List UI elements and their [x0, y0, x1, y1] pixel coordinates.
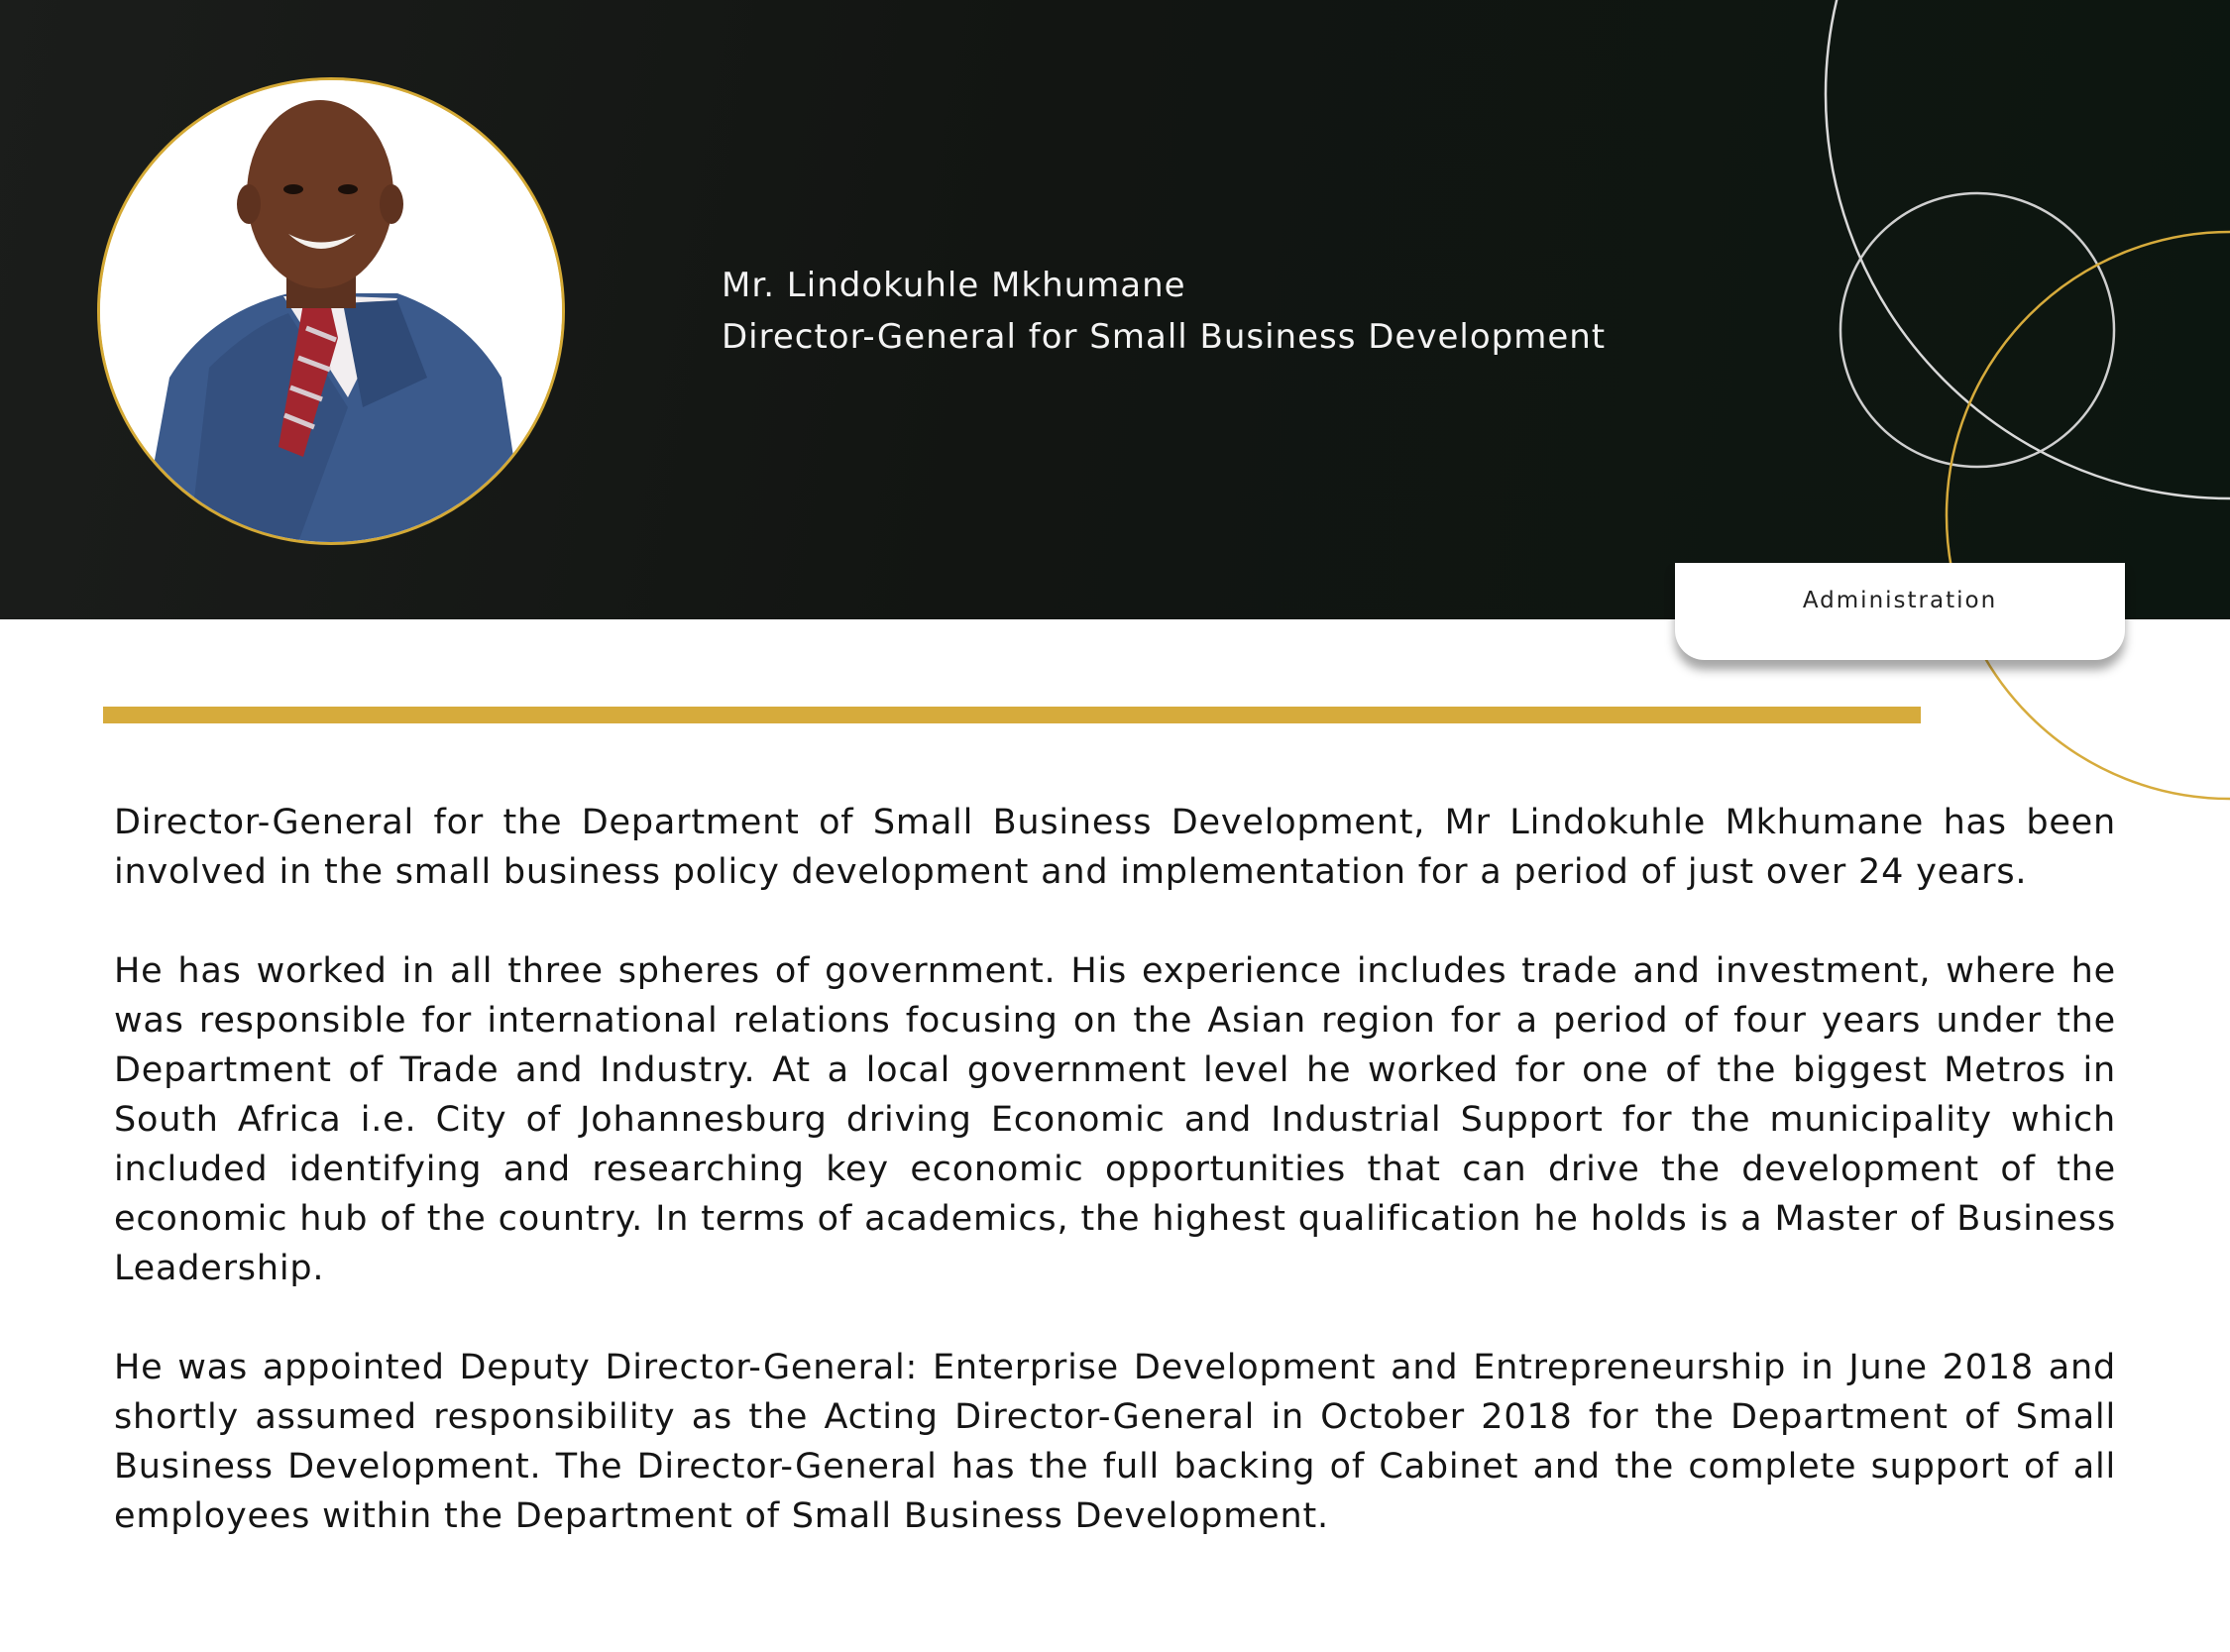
category-tab-administration[interactable]: Administration: [1675, 563, 2125, 660]
bio-paragraph: He has worked in all three spheres of government. His experience includes trade and investment, where he was responsible for international relations focusing on the Asian region for a period of four years under the Department of Trade and Industry. At a local government level he worked for one of the biggest Metros in South Africa i.e. City of Johannesburg driving Economic and Industrial Support for the municipality which included identifying and researching key economic opportunities that can drive the development of the economic hub of the country. In terms of academics, the highest qualification he holds is a Master of Business Leadership.: [114, 951, 2116, 1288]
biography: [114, 798, 2116, 1591]
bio-paragraph: Director-General for the Department of Small Business Development, Mr Lindokuhle Mkhumane has been involved in the small business policy development and implementation for a period of just over 24 years.: [114, 803, 2116, 892]
person-portrait-illustration: [100, 80, 562, 542]
profile-header: [0, 0, 2230, 619]
person-title: Director-General for Small Business Development: [722, 317, 1607, 357]
profile-photo: [97, 77, 565, 545]
name-title-block: [722, 260, 1606, 363]
person-name: Mr. Lindokuhle Mkhumane: [722, 266, 1186, 305]
bio-paragraph: He was appointed Deputy Director-General: Enterprise Development and Entrepreneurship in June 2018 and shortly assumed responsibility as the Acting Director-General in October 2018 for the Department of Small Business Development. The Director-General has the full backing of Cabinet and the complete support of all employees within the Department of Small Business Development.: [114, 1348, 2116, 1536]
gold-divider: [103, 707, 1921, 723]
